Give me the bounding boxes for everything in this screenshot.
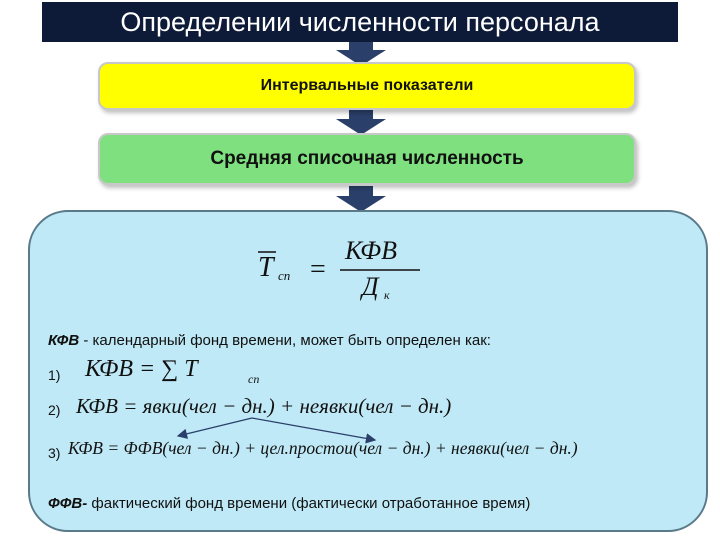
formula-lhs-sub: сп [278, 268, 291, 283]
item-2-number: 2) [48, 402, 61, 418]
pointer-arrows [140, 410, 400, 450]
formula-denominator-sub: к [384, 288, 390, 302]
kfv-term: КФВ [48, 332, 80, 349]
down-arrow-icon [334, 186, 388, 212]
item-1-formula: КФВ = ∑ T [85, 356, 198, 382]
ffv-description: фактический фонд времени (фактически отработанное время) [87, 495, 531, 512]
page-title: Определении численности персонала [42, 2, 678, 42]
item-2-formula: КФВ = явки(чел − дн.) + неявки(чел − дн.) [76, 394, 452, 418]
formula-lhs: T [258, 252, 274, 283]
interval-indicators-box: Интервальные показатели [98, 62, 636, 110]
item-1-number: 1) [48, 367, 61, 383]
item-1-sub: сп [248, 372, 260, 386]
average-headcount-box: Средняя списочная численность [98, 133, 636, 185]
down-arrow-icon [334, 110, 388, 135]
kfv-definition [48, 332, 491, 349]
formula-denominator: Д [362, 272, 379, 301]
fraction-bar [340, 268, 422, 272]
item-3-number: 3) [48, 445, 61, 461]
kfv-description: - календарный фонд времени, может быть определен как: [79, 332, 491, 349]
formula-equals: = [310, 254, 326, 285]
formula-numerator: КФВ [345, 236, 397, 265]
ffv-definition [48, 495, 530, 512]
ffv-term: ФФВ- [48, 495, 88, 512]
item-3-formula: КФВ = ФФВ(чел − дн.) + цел.простои(чел − дн.) + неявки(чел − дн.) [68, 438, 578, 458]
